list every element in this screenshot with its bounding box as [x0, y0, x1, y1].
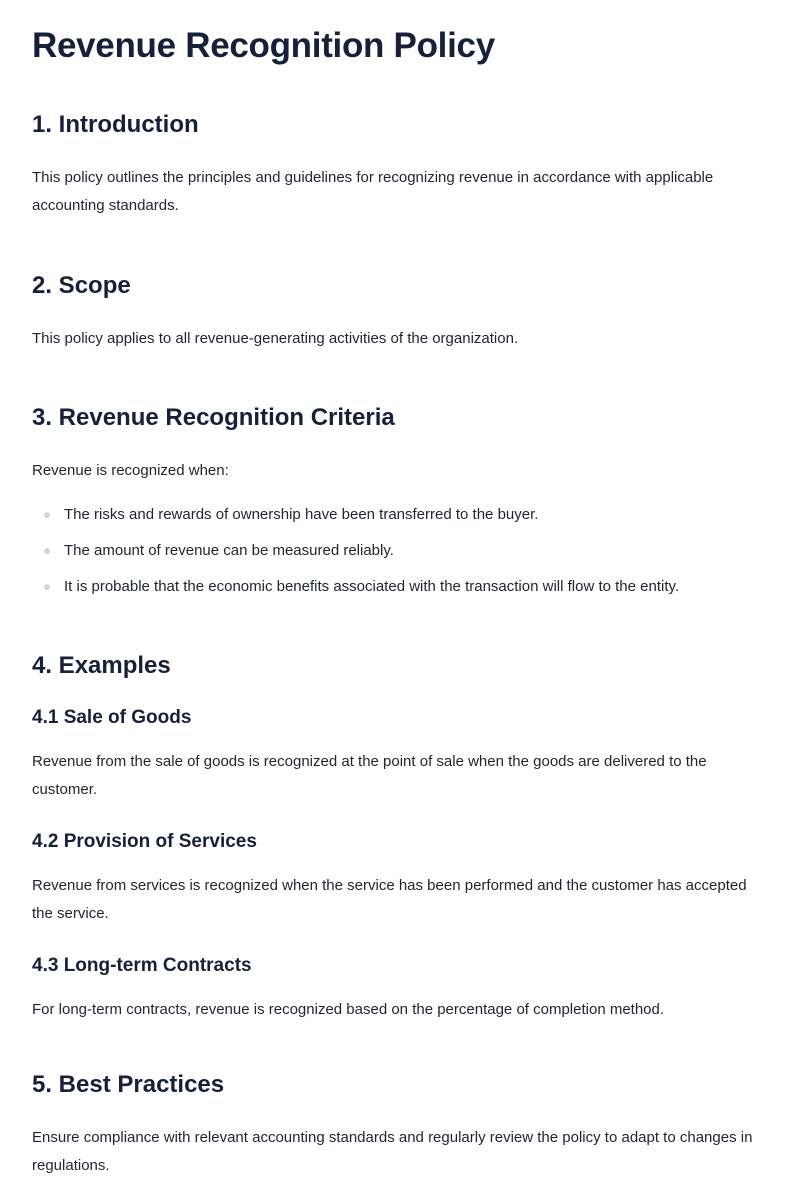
list-item: It is probable that the economic benefits associated with the transaction will flow to the entity.: [32, 577, 768, 597]
section-intro: Revenue is recognized when:: [32, 462, 229, 479]
section-heading: 1. Introduction: [32, 111, 199, 138]
section-heading: 5. Best Practices: [32, 1071, 225, 1098]
subsection-long-term-contracts: [32, 954, 768, 1024]
list-item: The risks and rewards of ownership have been transferred to the buyer.: [32, 505, 768, 525]
list-item: The amount of revenue can be measured reliably.: [32, 541, 768, 561]
criteria-list: [32, 505, 768, 597]
section-best-practices: [32, 1070, 768, 1180]
section-heading: 4. Examples: [32, 652, 171, 679]
section-heading: 3. Revenue Recognition Criteria: [32, 404, 395, 431]
section-body: This policy outlines the principles and guidelines for recognizing revenue in accordance with applicable accounting standards.: [32, 169, 714, 214]
subsection-heading: 4.1 Sale of Goods: [32, 707, 192, 728]
section-body: Ensure compliance with relevant accounting standards and regularly review the policy to adapt to changes in regulations.: [32, 1129, 753, 1174]
subsection-provision-of-services: [32, 830, 768, 928]
section-heading: 2. Scope: [32, 272, 131, 299]
subsection-body: For long-term contracts, revenue is recognized based on the percentage of completion method.: [32, 1001, 665, 1018]
page-title: Revenue Recognition Policy: [32, 26, 495, 65]
subsection-heading: 4.2 Provision of Services: [32, 831, 257, 852]
section-scope: [32, 271, 768, 353]
subsection-body: Revenue from services is recognized when the service has been performed and the customer has accepted the service.: [32, 877, 747, 922]
section-criteria: [32, 403, 768, 597]
section-examples: [32, 651, 768, 1024]
subsection-heading: 4.3 Long-term Contracts: [32, 955, 252, 976]
subsection-sale-of-goods: [32, 706, 768, 804]
subsection-body: Revenue from the sale of goods is recognized at the point of sale when the goods are delivered to the customer.: [32, 753, 707, 798]
section-introduction: [32, 110, 768, 220]
section-body: This policy applies to all revenue-generating activities of the organization.: [32, 330, 519, 347]
